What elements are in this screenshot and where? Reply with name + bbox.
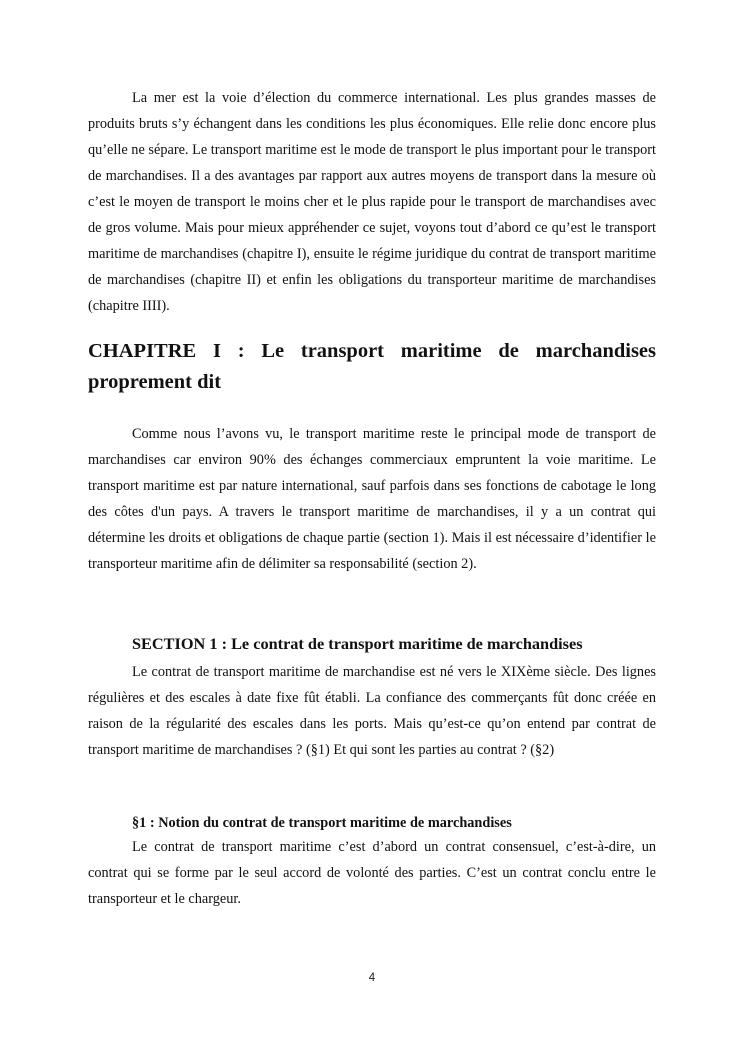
notion-paragraph: Le contrat de transport maritime c’est d’abord un contrat consensuel, c’est-à-dire, un contrat qui se forme par le seul accord de volonté des parties. C’est un contrat conclu entre le transporteur et le chargeur. — [88, 839, 656, 907]
chapter-intro-paragraph: Comme nous l’avons vu, le transport maritime reste le principal mode de transport de marchandises car environ 90% des échanges commerciaux empruntent la voie maritime. Le transport maritime est par nature international, sauf parfois dans ses fonctions de cabotage le long des côtes d'un pays. A travers le transport maritime de marchandises, il y a un contrat qui détermine les droits et obligations de chaque partie (section 1). Mais il est nécessaire d’identifier le transporteur maritime afin de délimiter sa responsabilité (section 2). — [88, 426, 656, 572]
subsection-heading: §1 : Notion du contrat de transport maritime de marchandises — [132, 815, 512, 831]
intro-paragraph: La mer est la voie d’élection du commerce international. Les plus grandes masses de produits bruts s’y échangent dans les conditions les plus économiques. Elle relie donc encore plus qu’elle ne sépare. Le transport maritime est le mode de transport le plus important pour le transport de marchandises. Il a des avantages par rapport aux autres moyens de transport dans la mesure où c’est le moyen de transport le moins cher et le plus rapide pour le transport de marchandises avec de gros volume. Mais pour mieux appréhender ce sujet, voyons tout d’abord ce qu’est le transport maritime de marchandises (chapitre I), ensuite le régime juridique du contrat de transport maritime de marchandises (chapitre II) et enfin les obligations du transporteur maritime de marchandises (chapitre IIII). — [88, 90, 656, 314]
section-heading: SECTION 1 : Le contrat de transport maritime de marchandises — [132, 634, 583, 653]
section-intro-paragraph: Le contrat de transport maritime de marchandise est né vers le XIXème siècle. Des lignes régulières et des escales à date fixe fût établi. La confiance des commerçants fût donc créée en raison de la régularité des escales dans les ports. Mais qu’est-ce qu’on entend par contrat de transport maritime de marchandises ? (§1) Et qui sont les parties au contrat ? (§2) — [88, 664, 656, 758]
chapter-heading: CHAPITRE I : Le transport maritime de marchandises proprement dit — [88, 340, 656, 393]
page-number: 4 — [368, 972, 376, 984]
